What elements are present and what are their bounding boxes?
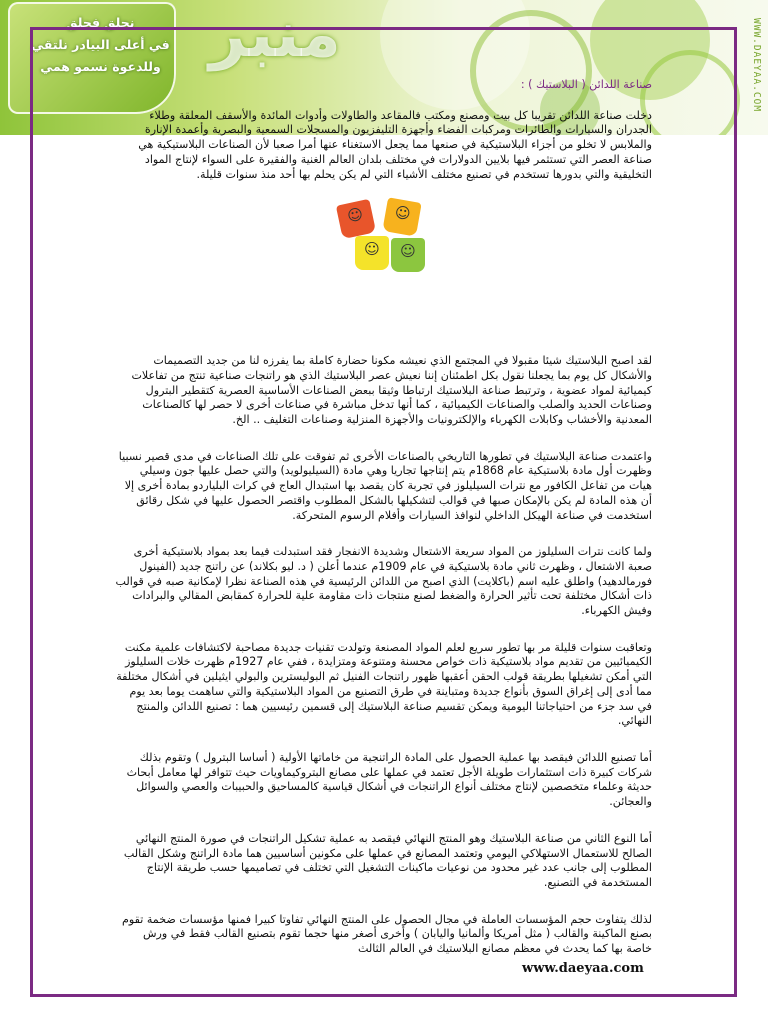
article — [114, 78, 652, 979]
paragraph: ولما كانت نترات السليلوز من المواد سريعة الاشتعال وشديدة الانفجار فقد استبدلت فيما بعد بمواد بلاستيكية أخرى صعبة الاشتعال ، وظهرت ثاني مادة بلاستيكية في عام 1909م عندما أعلن ( د. ليو بكلاند) عن راتنج جديد (الفينول فورمالدهيد) واطلق عليه اسم (باكلايت) الذي اصبح من اللدائن الرئيسية في هذه الصناعة نظرا لإمكانية صبه في قوالب ذات أشكال مختلفة تحت تأثير الحرارة والضغط لصنع منتجات ذات مقاومة علية للحرارة كمقابض المقالي والبرادات وفيش الكهرباء. — [115, 545, 652, 618]
cup-icon: ☺ — [336, 199, 376, 239]
paragraph: دخلت صناعة اللدائن تقريبا كل بيت ومصنع ومكتب فالمقاعد والطاولات وأدوات المائدة والأسقف المعلقة وطلاء الجدران والسيارات والطائرات ومركبات الفضاء وأجهزة التليفزيون والمسجلات السمعية والبصرية وأعمدة الإنارة والملابس لا تخلو من أجزاء البلاستيكية في صنعها مما يجعل الاستغناء عنها أمرا صعبا لأن الصناعات البلاستيكية هي صناعة العصر التي تستثمر فيها بلايين الدولارات في مختلف بلدان العالم الغنية والفقيرة على السواء لإنتاج المواد التخليقية والتي بدورها تستخدم في تصنيع مختلف الأشياء التي لم يكن يحلم بها أحد منذ سنوات قليلة. — [138, 108, 652, 181]
paragraph: وتعاقبت سنوات قليلة مر بها تطور سريع لعلم المواد المصنعة وتولدت تقنيات جديدة مصاحبة لاكتشافات علمية مكنت الكيميائيين من تقديم مواد بلاستيكية ذات خواص محسنة ومتنوعة ومتزايدة ، ففي عام 1927م ظهرت خلات السليلوز التي أمكن تشغيلها بطريقة قولب الحقن أعقبها ظهور راتنجات الفنيل ثم البوليسترين والبولي ايثيلين في أشكال مختلفة مما أدى إلى إغراق السوق بأنواع جديدة ومتباينة في طرق التصنيع من المواد البلاستيكية والتي ساهمت يوما بعد يوم في سد جزء من احتياجاتنا اليومية ويمكن تقسيم صناعة البلاستيك إلى قسمين رئيسيين هما : تصنيع اللدائن والمنتج النهائي. — [116, 640, 652, 728]
paragraph: واعتمدت صناعة البلاستيك في تطورها التاريخي بالصناعات الأخرى ثم تفوقت على تلك الصناعات في مدى قصير نسبيا وظهرت أول مادة بلاستيكية عام 1868م يتم إنتاجها تجاريا وهي مادة (السيليولويد) والتي حصل عليها جون وسيلي هيات من تفاعل الكافور مع نترات السيليلوز في تجربة كان يقصد بها استبدال العاج في كرات البلياردو بمادة أخرى إلا أن هذه المادة لم يكن بالإمكان صبها في قوالب لتشكيلها بالشكل المطلوب واقتصر الحصول عليها في شكل رقائق استخدمت في صناعة الهيكل الداخلي لنوافذ السيارات وأفلام الرسوم المتحركة. — [118, 449, 652, 522]
side-watermark-url: WWW.DAEYAA.COM — [751, 18, 762, 113]
paragraph: لقد اصبح البلاستيك شيئا مقبولا في المجتمع الذي نعيشه مكونا حضارة كاملة بما يفرزه لنا من جديد التصميمات والأشكال كل يوم بما يجعلنا نقول بكل اطمئنان إننا نعيش عصر البلاستيك الذي هو راتنجات صناعية تنتج من تفاعلات كيميائية لمواد عضوية ، وترتبط صناعة البلاستيك ارتباطا وثيقا ببعض الصناعات الأساسية العصرية كتقطير البترول وصناعات الحديد والصلب والصناعات الكيميائية ، كما أنها تدخل مباشرة في صناعات أخرى لا حصر لها كالصناعات المعدنية والأخشاب وكابلات الكهرباء والإلكترونيات والأجهزة المنزلية وصناعات التغليف .. الخ. — [131, 354, 652, 427]
cup-icon: ☺ — [391, 238, 425, 272]
cup-icon: ☺ — [382, 198, 421, 237]
footer-url: www.daeyaa.com — [522, 961, 644, 976]
cups-illustration — [335, 200, 431, 292]
tagline-line: وللدعوة نسمو همي — [40, 59, 161, 74]
article-title: صناعة اللدائن ( البلاستيك ) : — [520, 78, 652, 91]
paragraph: لذلك يتفاوت حجم المؤسسات العاملة في مجال الحصول على المنتج النهائي تفاوتا كبيرا فمنها مؤسسات ضخمة تقوم بصنع الماكينة والقالب ( مثل أمريكا وألمانيا واليابان ) وأخرى أصغر منها حجما تقوم بتصنيع القالب فقط في ورش خاصة بها كما يحدث في معظم مصانع البلاستيك في العالم الثالث — [122, 912, 652, 956]
minbar-emblem: منبر — [209, 0, 341, 72]
tagline-line: في أعلى البيادر نلتقي — [31, 37, 170, 52]
cup-icon: ☺ — [355, 236, 389, 270]
paragraph: أما النوع الثاني من صناعة البلاستيك وهو المنتج النهائي فيقصد به عملية تشكيل الراتنجات في صورة المنتج النهائي الصالح للاستعمال الاستهلاكي اليومي وتعتمد المصانع في عملها على مكونين أساسيين هما مادة الراتنج وشكل القالب المطلوب إلى جانب عدد غير محدود من نوعيات ماكينات التشغيل التي تختلف في تصاميمها حسب طريقة الإنتاج المستخدمة في التصنيع. — [123, 831, 652, 889]
paragraph: أما تصنيع اللدائن فيقصد بها عملية الحصول على المادة الراتنجية من خاماتها الأولية ( أساسا البترول ) وتقوم بذلك شركات كبيرة ذات استثمارات طويلة الأجل تعتمد في عملها على مصانع البتروكيماويات حيث تتوافر لها معامل أبحاث حديثة وعلماء متخصصين لإنتاج مختلف أنواع الراتنجات في أشكال قياسية كالمساحيق والحبيبات والعصي والسوائل والعجائن. — [126, 750, 652, 809]
tagline-line: نحلق فحلق — [66, 15, 135, 30]
